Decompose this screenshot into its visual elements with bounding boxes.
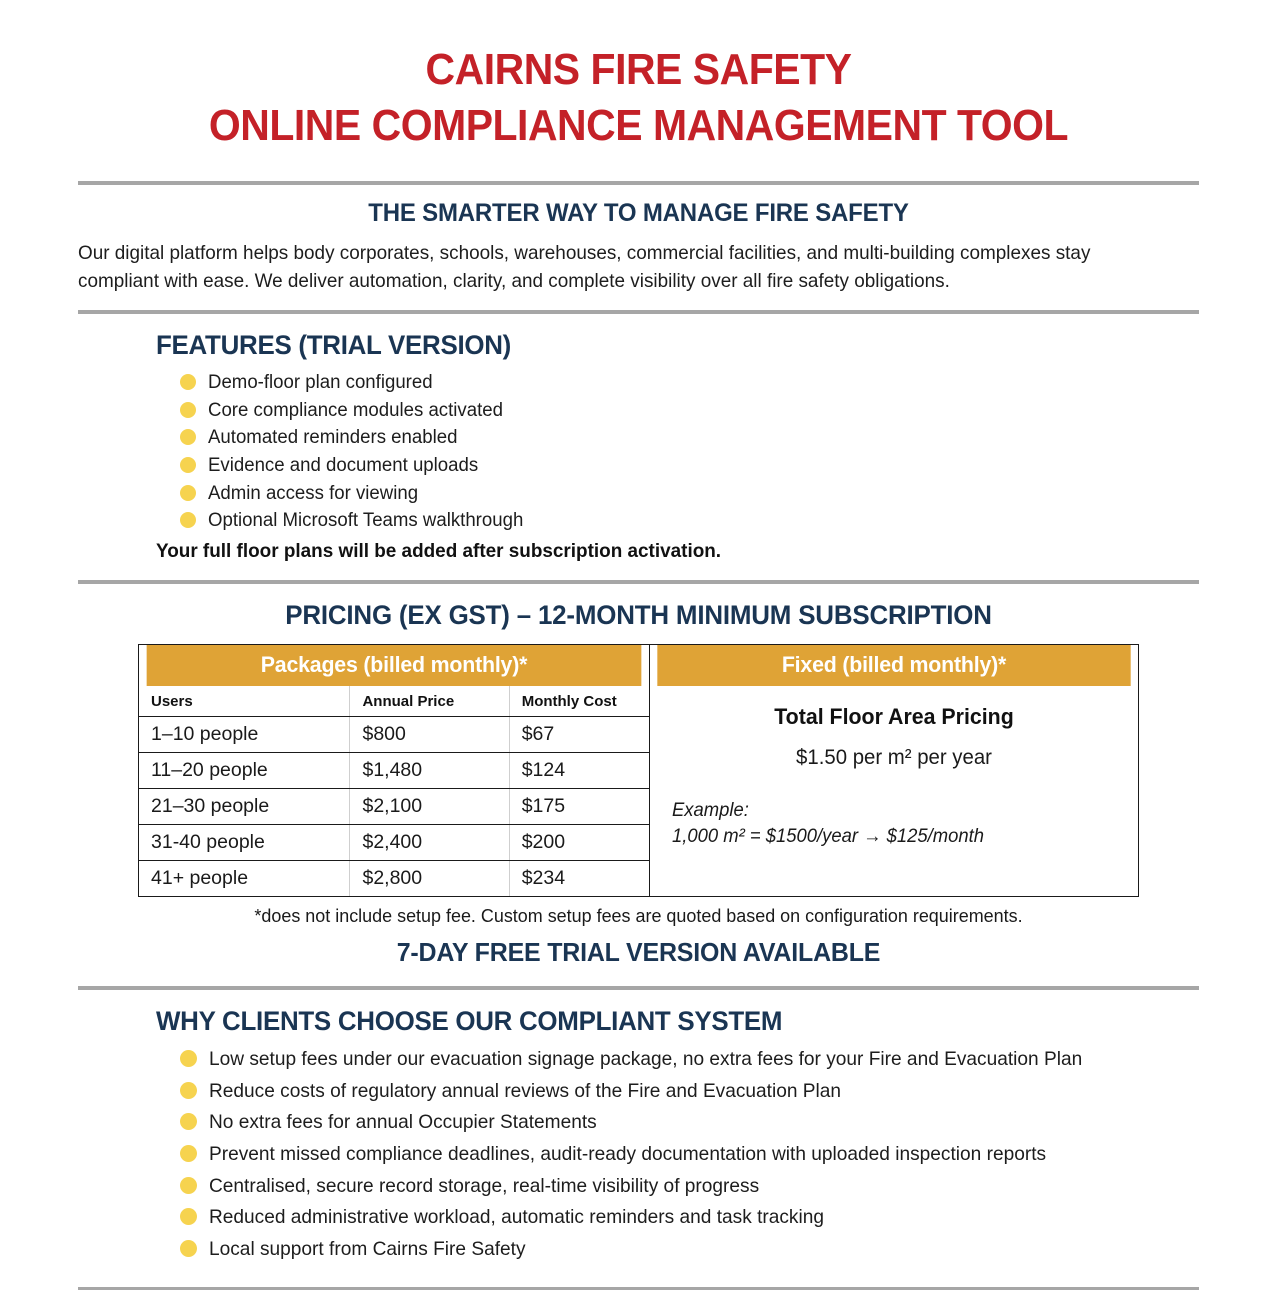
fixed-example-calculation: 1,000 m² = $1500/year → $125/month <box>672 826 984 848</box>
bullet-dot-icon <box>180 1082 197 1099</box>
list-item <box>180 452 1277 480</box>
trial-heading: 7-DAY FREE TRIAL VERSION AVAILABLE <box>396 937 881 968</box>
page-title <box>0 0 1277 155</box>
cell-annual: $800 <box>350 717 509 753</box>
benefits-heading: WHY CLIENTS CHOOSE OUR COMPLIANT SYSTEM <box>156 1006 783 1037</box>
bullet-dot-icon <box>180 1050 197 1067</box>
fixed-pricing-title: Total Floor Area Pricing <box>774 704 1014 730</box>
feature-label: Admin access for viewing <box>208 482 419 504</box>
list-item <box>180 424 1277 452</box>
table-row <box>139 789 649 825</box>
table-header-row <box>139 686 649 717</box>
bullet-dot-icon <box>180 374 196 390</box>
cell-annual: $2,100 <box>350 789 509 825</box>
bullet-dot-icon <box>180 485 196 501</box>
pricing-heading: PRICING (EX GST) – 12-MONTH MINIMUM SUBSCRIPTION <box>285 600 992 631</box>
list-item <box>180 1044 1277 1076</box>
benefit-label: Low setup fees under our evacuation signage package, no extra fees for your Fire and Evacuation Plan <box>209 1048 1083 1071</box>
features-note: Your full floor plans will be added after subscription activation. <box>156 540 722 563</box>
cell-users: 11–20 people <box>139 753 350 789</box>
list-item <box>180 1234 1277 1266</box>
title-line-1: CAIRNS FIRE SAFETY <box>425 45 852 94</box>
feature-label: Core compliance modules activated <box>208 399 503 421</box>
fixed-table <box>650 644 1139 897</box>
list-item <box>180 1107 1277 1139</box>
bullet-dot-icon <box>180 1208 197 1225</box>
fixed-pricing-rate: $1.50 per m² per year <box>796 746 992 770</box>
bullet-dot-icon <box>180 1177 197 1194</box>
cell-users: 21–30 people <box>139 789 350 825</box>
bullet-dot-icon <box>180 402 196 418</box>
column-header-annual: Annual Price <box>350 686 509 717</box>
table-row <box>139 861 649 897</box>
packages-table <box>138 644 650 897</box>
benefit-label: Prevent missed compliance deadlines, audit-ready documentation with uploaded inspection reports <box>209 1142 1047 1165</box>
title-line-2: ONLINE COMPLIANCE MANAGEMENT TOOL <box>208 101 1069 151</box>
cell-users: 41+ people <box>139 861 350 897</box>
list-item <box>180 480 1277 508</box>
bullet-dot-icon <box>180 429 196 445</box>
benefit-label: Reduce costs of regulatory annual reviews of the Fire and Evacuation Plan <box>209 1079 842 1102</box>
features-heading: FEATURES (TRIAL VERSION) <box>156 329 512 360</box>
packages-table-header: Packages (billed monthly)* <box>147 645 642 686</box>
list-item <box>180 1202 1277 1234</box>
column-header-monthly: Monthly Cost <box>509 686 649 717</box>
fixed-table-header: Fixed (billed monthly)* <box>657 645 1130 686</box>
fixed-example-label: Example: <box>672 800 749 822</box>
feature-label: Demo-floor plan configured <box>208 371 433 393</box>
cell-monthly: $124 <box>509 753 649 789</box>
pricing-tables <box>138 644 1139 897</box>
column-header-users: Users <box>139 686 350 717</box>
feature-label: Optional Microsoft Teams walkthrough <box>208 510 524 532</box>
packages-grid <box>139 686 649 896</box>
list-item <box>180 1139 1277 1171</box>
intro-heading: THE SMARTER WAY TO MANAGE FIRE SAFETY <box>368 198 909 227</box>
list-item <box>180 507 1277 535</box>
cell-monthly: $67 <box>509 717 649 753</box>
feature-label: Evidence and document uploads <box>208 454 479 476</box>
table-row <box>139 753 649 789</box>
fixed-table-body <box>650 686 1138 896</box>
list-item <box>180 1171 1277 1203</box>
intro-paragraph: Our digital platform helps body corporates, schools, warehouses, commercial facilities, and multi-building complexes stay compliant with ease. We deliver automation, clarity, and complete visibility over all fire safety obligations. <box>78 241 1091 292</box>
feature-label: Automated reminders enabled <box>208 427 458 449</box>
list-item <box>180 397 1277 425</box>
table-row <box>139 717 649 753</box>
benefit-label: Local support from Cairns Fire Safety <box>209 1237 526 1260</box>
bullet-dot-icon <box>180 512 196 528</box>
list-item <box>180 369 1277 397</box>
pricing-footnote: *does not include setup fee. Custom setup fees are quoted based on configuration requirements. <box>254 905 1023 927</box>
cell-annual: $1,480 <box>350 753 509 789</box>
bullet-dot-icon <box>180 1113 197 1130</box>
table-row <box>139 825 649 861</box>
cell-monthly: $234 <box>521 867 566 890</box>
benefit-label: Centralised, secure record storage, real-time visibility of progress <box>209 1174 760 1197</box>
list-item <box>180 1076 1277 1108</box>
bullet-dot-icon <box>180 457 196 473</box>
cell-users: 1–10 people <box>139 717 350 753</box>
cell-annual: $2,800 <box>350 861 509 897</box>
cell-monthly: $175 <box>509 789 649 825</box>
cell-users: 31-40 people <box>139 825 350 861</box>
benefits-list <box>180 1044 1277 1265</box>
features-list <box>180 369 1277 535</box>
bullet-dot-icon <box>180 1145 197 1162</box>
benefit-label: No extra fees for annual Occupier Statements <box>209 1111 597 1134</box>
cell-monthly: $200 <box>509 825 649 861</box>
bullet-dot-icon <box>180 1240 197 1257</box>
cell-annual: $2,400 <box>350 825 509 861</box>
benefit-label: Reduced administrative workload, automatic reminders and task tracking <box>209 1206 824 1229</box>
